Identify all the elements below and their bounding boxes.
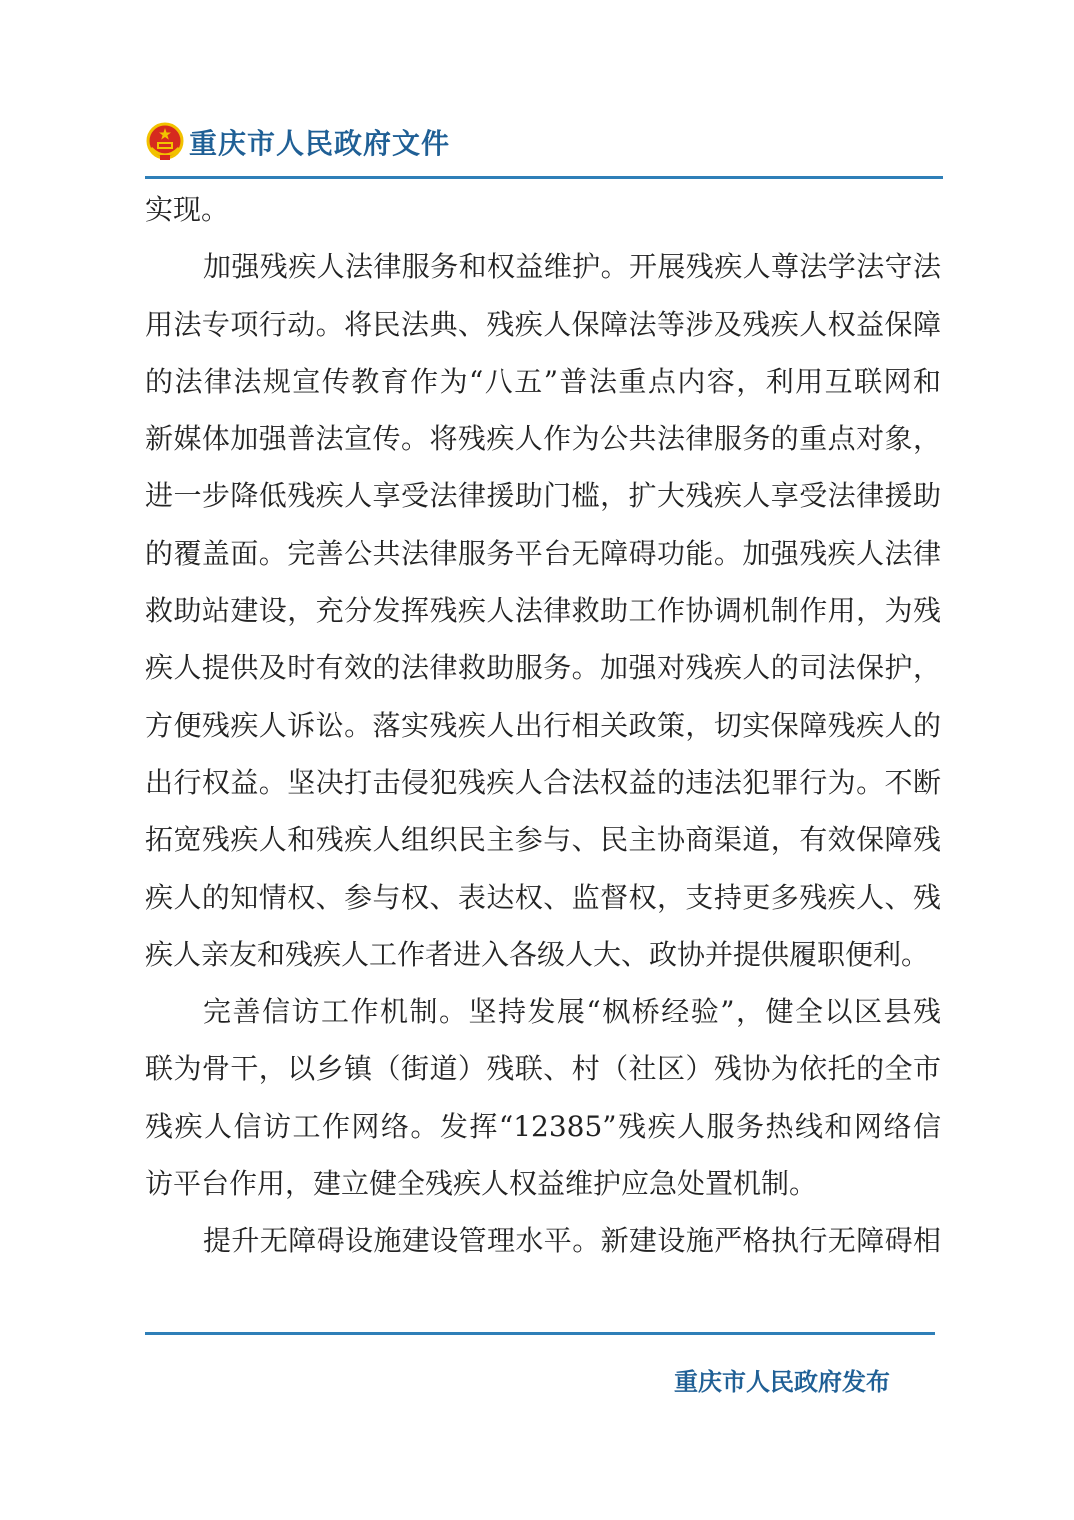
national-emblem-icon [145,122,185,162]
body-line: 新媒体加强普法宣传。将残疾人作为公共法律服务的重点对象， [145,422,941,456]
document-title: 重庆市人民政府文件 [189,127,451,160]
footer-divider [145,1332,935,1335]
header-divider [145,176,943,179]
body-line: 疾人的知情权、参与权、表达权、监督权，支持更多残疾人、残 [145,880,941,914]
document-body [145,181,941,1270]
body-line: 拓宽残疾人和残疾人组织民主参与、民主协商渠道，有效保障残 [145,823,941,857]
body-line: 救助站建设，充分发挥残疾人法律救助工作协调机制作用，为残 [145,594,941,628]
document-header [145,120,450,164]
publisher-label: 重庆市人民政府发布 [674,1367,890,1396]
body-line: 疾人亲友和残疾人工作者进入各级人大、政协并提供履职便利。 [145,937,930,971]
body-line: 方便残疾人诉讼。落实残疾人出行相关政策，切实保障残疾人的 [145,708,941,742]
body-line: 用法专项行动。将民法典、残疾人保障法等涉及残疾人权益保障 [145,307,941,341]
body-line: 出行权益。坚决打击侵犯残疾人合法权益的违法犯罪行为。不断 [145,765,941,799]
body-line: 进一步降低残疾人享受法律援助门槛，扩大残疾人享受法律援助 [145,479,941,513]
body-line: 实现。 [145,193,230,226]
body-line: 的覆盖面。完善公共法律服务平台无障碍功能。加强残疾人法律 [145,536,941,570]
body-line: 访平台作用，建立健全残疾人权益维护应急处置机制。 [145,1167,818,1201]
body-line: 完善信访工作机制。坚持发展“枫桥经验”，健全以区县残 [203,995,941,1029]
body-line: 加强残疾人法律服务和权益维护。开展残疾人尊法学法守法 [203,250,941,284]
body-line: 疾人提供及时有效的法律救助服务。加强对残疾人的司法保护， [145,651,941,685]
body-line: 提升无障碍设施建设管理水平。新建设施严格执行无障碍相 [203,1224,941,1258]
body-line: 联为骨干，以乡镇（街道）残联、村（社区）残协为依托的全市 [145,1052,941,1086]
body-line: 的法律法规宣传教育作为“八五”普法重点内容，利用互联网和 [145,364,941,398]
body-line: 残疾人信访工作网络。发挥“12385”残疾人服务热线和网络信 [145,1109,941,1143]
